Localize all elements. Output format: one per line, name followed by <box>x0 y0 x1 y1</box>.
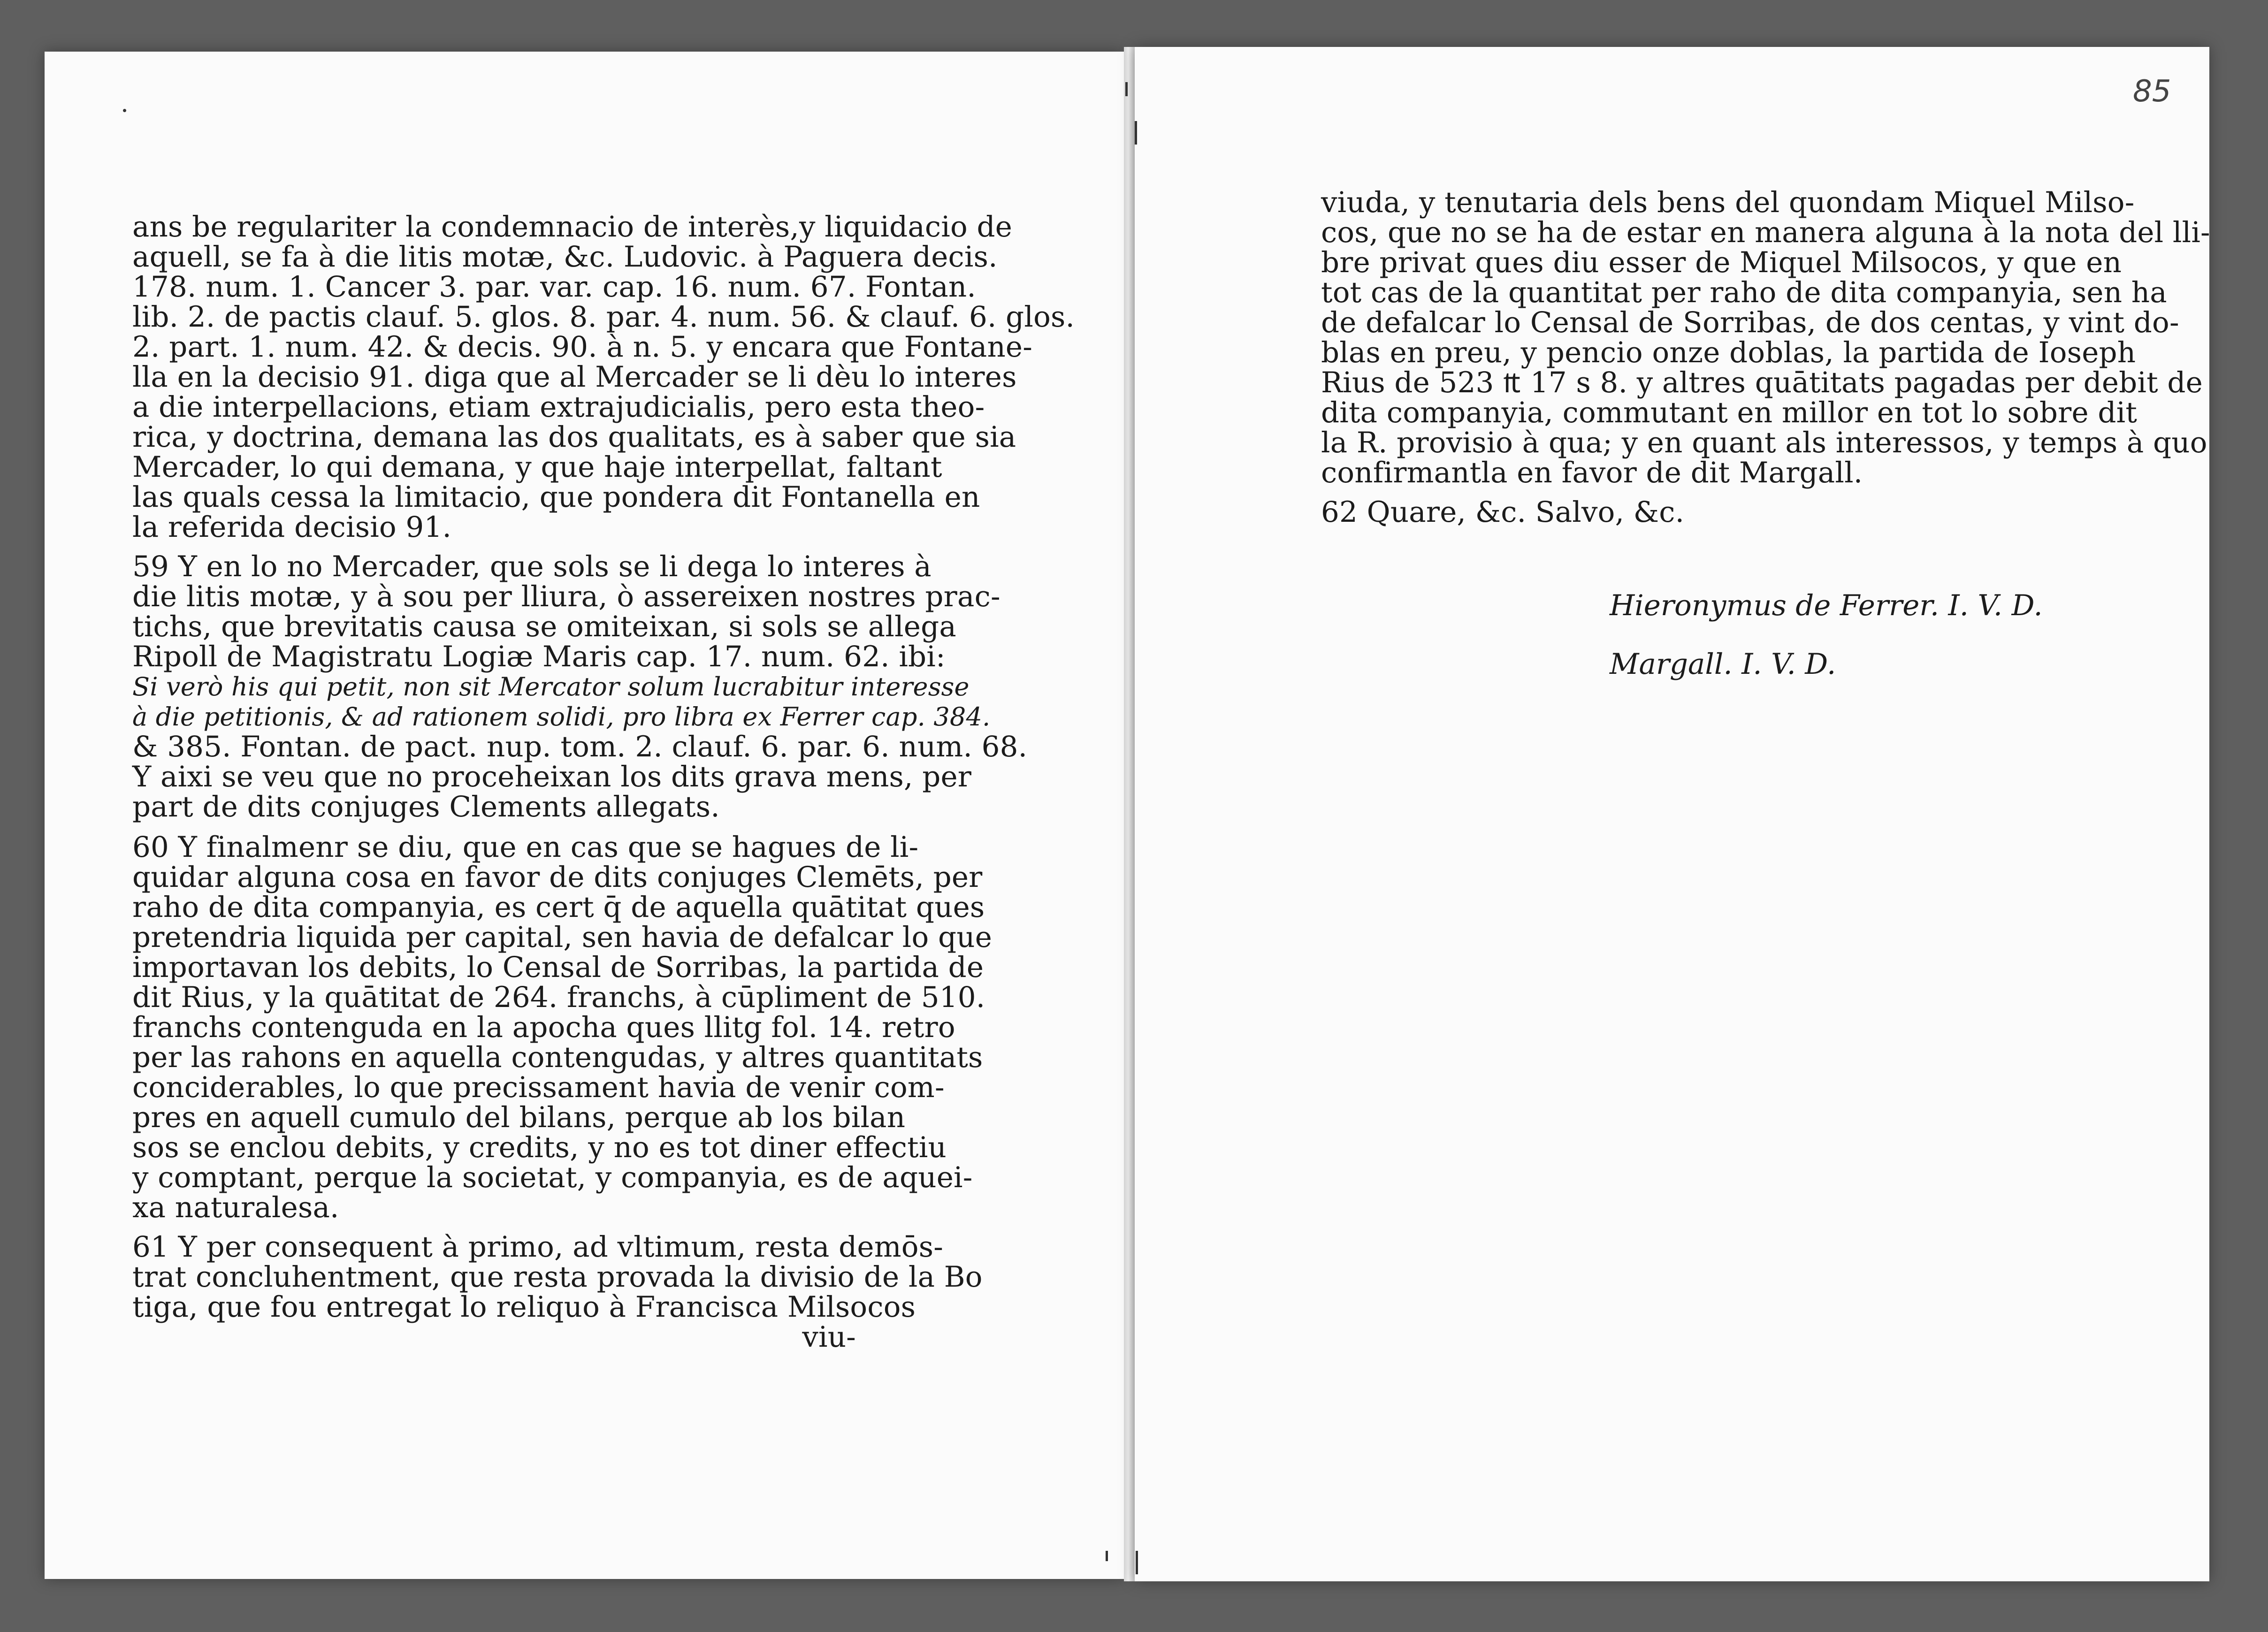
text-line: 59 Y en lo no Mercader, que sols se li dega lo interes à <box>132 550 932 583</box>
text-line: per las rahons en aquella contengudas, y altres quantitats <box>132 1041 983 1074</box>
text-line: Rius de 523 ₶ 17 s 8. y altres quātitats pagadas per debit de <box>1321 366 2203 399</box>
text-line: pres en aquell cumulo del bilans, perque ab los bilan <box>132 1101 906 1134</box>
text-line: conciderables, lo que precissament havia de venir com- <box>132 1071 945 1104</box>
text-line: de defalcar lo Censal de Sorribas, de dos centas, y vint do- <box>1321 306 2179 339</box>
text-line: dit Rius, y la quātitat de 264. franchs, à cūpliment de 510. <box>132 981 985 1014</box>
margin-mark <box>1136 1551 1138 1574</box>
text-line: las quals cessa la limitacio, que pondera dit Fontanella en <box>132 480 980 514</box>
text-line: part de dits conjuges Clements allegats. <box>132 790 720 824</box>
book-spine <box>1124 47 1135 1581</box>
text-line: la R. provisio à qua; y en quant als interessos, y temps à quo <box>1321 426 2207 459</box>
text-line: cos, que no se ha de estar en manera alguna à la nota del lli- <box>1321 216 2210 249</box>
text-line: la referida decisio 91. <box>132 511 452 544</box>
text-line: tichs, que brevitatis causa se omiteixan, si sols se allega <box>132 610 956 643</box>
text-line: franchs contenguda en la apocha ques llitg fol. 14. retro <box>132 1011 955 1044</box>
text-line: pretendria liquida per capital, sen havia de defalcar lo que <box>132 921 993 954</box>
text-line: xa naturalesa. <box>132 1191 339 1224</box>
catchword: viu- <box>802 1320 856 1354</box>
text-line: dita companyia, commutant en millor en tot lo sobre dit <box>1321 396 2138 429</box>
text-line: Mercader, lo qui demana, y que haje interpellat, faltant <box>132 450 942 484</box>
signature-margall: Margall. I. V. D. <box>1610 648 1836 681</box>
text-line: & 385. Fontan. de pact. nup. tom. 2. clauf. 6. par. 6. num. 68. <box>132 730 1028 763</box>
text-line: Ripoll de Magistratu Logiæ Maris cap. 17. num. 62. ibi: <box>132 640 946 673</box>
margin-mark <box>1135 121 1137 145</box>
text-line: Y aixi se veu que no proceheixan los dits grava mens, per <box>132 760 972 793</box>
text-line: raho de dita companyia, es cert q̄ de aquella quātitat ques <box>132 891 985 924</box>
text-line: tot cas de la quantitat per raho de dita companyia, sen ha <box>1321 276 2167 309</box>
text-line: bre privat ques diu esser de Miquel Milsocos, y que en <box>1321 246 2122 279</box>
text-line: quidar alguna cosa en favor de dits conjuges Clemēts, per <box>132 861 983 894</box>
text-line: tiga, que fou entregat lo reliquo à Francisca Milsocos <box>132 1290 916 1324</box>
text-line: Si verò his qui petit, non sit Mercator solum lucrabitur interesse <box>132 672 970 702</box>
text-line: y comptant, perque la societat, y companyia, es de aquei- <box>132 1161 973 1194</box>
text-line: aquell, se fa à die litis motæ, &c. Ludovic. à Paguera decis. <box>132 240 998 274</box>
text-line: importavan los debits, lo Censal de Sorribas, la partida de <box>132 951 984 984</box>
signature-ferrer: Hieronymus de Ferrer. I. V. D. <box>1610 589 2043 622</box>
margin-mark <box>1125 82 1128 96</box>
text-line: 62 Quare, &c. Salvo, &c. <box>1321 496 1685 529</box>
text-line: trat concluhentment, que resta provada la divisio de la Bo <box>132 1260 983 1294</box>
text-line: lib. 2. de pactis clauf. 5. glos. 8. par. 4. num. 56. & clauf. 6. glos. <box>132 300 1075 334</box>
text-line: confirmantla en favor de dit Margall. <box>1321 456 1863 489</box>
text-line: 178. num. 1. Cancer 3. par. var. cap. 16. num. 67. Fontan. <box>132 270 976 304</box>
folio-number: 85 <box>2133 74 2171 109</box>
margin-mark <box>1106 1551 1108 1561</box>
text-line: viuda, y tenutaria dels bens del quondam Miquel Milso- <box>1321 186 2135 219</box>
text-line: ans be regulariter la condemnacio de interès,y liquidacio de <box>132 210 1013 244</box>
text-line: 61 Y per consequent à primo, ad vltimum, resta demōs- <box>132 1230 944 1264</box>
text-line: blas en preu, y pencio onze doblas, la partida de Ioseph <box>1321 336 2136 369</box>
text-line: a die interpellacions, etiam extrajudicialis, pero esta theo- <box>132 390 985 424</box>
text-line: die litis motæ, y à sou per lliura, ò assereixen nostres prac- <box>132 580 1000 613</box>
text-line: 2. part. 1. num. 42. & decis. 90. à n. 5. y encara que Fontane- <box>132 330 1033 364</box>
text-line: à die petitionis, & ad rationem solidi, pro libra ex Ferrer cap. 384. <box>132 702 991 732</box>
text-line: rica, y doctrina, demana las dos qualitats, es à saber que sia <box>132 420 1016 454</box>
text-line: 60 Y finalmenr se diu, que en cas que se hagues de li- <box>132 831 919 864</box>
margin-mark <box>123 109 126 112</box>
text-line: sos se enclou debits, y credits, y no es tot diner effectiu <box>132 1131 947 1164</box>
text-line: lla en la decisio 91. diga que al Mercader se li dèu lo interes <box>132 360 1017 394</box>
